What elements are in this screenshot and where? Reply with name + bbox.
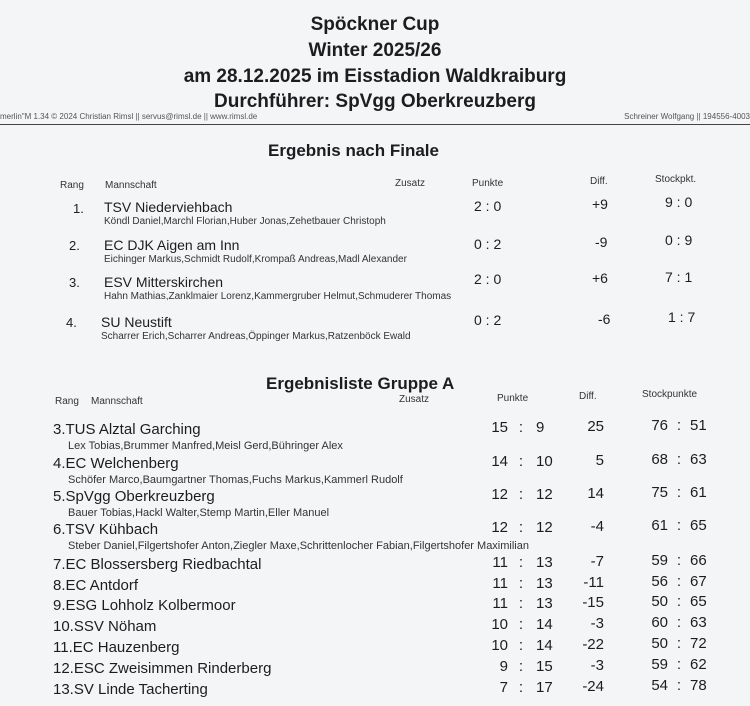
stock-separator: : [676,593,682,610]
difference: 5 [595,452,604,469]
stock-separator: : [676,451,682,468]
team-name: 9.ESG Lohholz Kolbermoor [53,597,236,614]
header-divider [0,124,750,125]
team-name: 12.ESC Zweisimmen Rinderberg [53,660,272,677]
points-for: 7 [499,679,508,696]
team-name: 8.EC Antdorf [53,577,139,594]
difference: -24 [582,678,604,695]
final-col-mannschaft: Mannschaft [105,180,157,191]
team-players: Köndl Daniel,Marchl Florian,Huber Jonas,Zehetbauer Christoph [104,216,386,227]
stock-for: 50 [651,593,668,610]
points-separator: : [518,519,524,536]
difference: -3 [590,615,604,632]
stock-against: 67 [690,573,707,590]
difference: +6 [592,270,608,286]
points-separator: : [518,486,524,503]
stock-separator: : [676,517,682,534]
team-name: 13.SV Linde Tacherting [53,681,208,698]
points: 2 : 0 [474,198,502,214]
team-name: ESV Mitterskirchen [104,274,224,290]
stock-against: 61 [690,484,707,501]
stock-against: 63 [690,614,707,631]
stock-separator: : [676,552,682,569]
team-name: 6.TSV Kühbach [53,521,159,538]
points: 2 : 0 [474,271,502,287]
points-for: 12 [491,519,508,536]
points-separator: : [518,679,524,696]
rank: 2. [69,238,80,253]
group-col-diff: Diff. [579,391,597,402]
stock-against: 51 [690,417,707,434]
rank: 3. [69,275,80,290]
stock-points: 9 : 0 [665,194,693,210]
stock-separator: : [676,417,682,434]
points-separator: : [518,453,524,470]
team-name: 10.SSV Nöham [53,618,157,635]
points-for: 11 [492,575,508,592]
team-players: Eichinger Markus,Schmidt Rudolf,Krompaß Andreas,Madl Alexander [104,254,407,265]
stock-for: 50 [651,635,668,652]
stock-against: 63 [690,451,707,468]
points-for: 11 [492,595,508,612]
event-organizer: Durchführer: SpVgg Oberkreuzberg [214,91,536,112]
points-separator: : [518,658,524,675]
team-players: Steber Daniel,Filgertshofer Anton,Ziegler Maxe,Schrittenlocher Fabian,Filgertshofer Maximilian [68,540,529,552]
group-col-zusatz: Zusatz [399,394,430,405]
points: 0 : 2 [474,236,502,252]
final-col-rang: Rang [60,180,84,191]
stock-against: 66 [690,552,707,569]
event-title: Spöckner Cup [310,14,440,35]
points-for: 14 [491,453,508,470]
stock-points: 7 : 1 [665,269,693,285]
stock-for: 68 [651,451,668,468]
points-against: 13 [536,595,553,612]
stock-against: 72 [690,635,707,652]
points-against: 12 [536,519,553,536]
difference: -6 [598,311,611,327]
points-for: 9 [499,658,508,675]
stock-for: 59 [651,656,668,673]
points-separator: : [518,575,524,592]
difference: -11 [583,574,604,591]
points-for: 11 [492,554,508,571]
team-name: TSV Niederviehbach [104,199,233,215]
points-for: 15 [491,419,508,436]
stock-against: 62 [690,656,707,673]
event-date-venue: am 28.12.2025 im Eisstadion Waldkraiburg [183,66,567,87]
points-separator: : [518,419,524,436]
points-separator: : [518,616,524,633]
stock-separator: : [676,635,682,652]
stock-separator: : [676,614,682,631]
stock-for: 54 [651,677,668,694]
team-name: 7.EC Blossersberg Riedbachtal [53,556,262,573]
stock-separator: : [676,484,682,501]
team-players: Bauer Tobias,Hackl Walter,Stemp Martin,Eller Manuel [68,507,330,519]
final-col-zusatz: Zusatz [395,178,426,189]
stock-against: 65 [690,593,707,610]
final-title: Ergebnis nach Finale [268,141,439,160]
team-players: Lex Tobias,Brummer Manfred,Meisl Gerd,Bühringer Alex [68,440,343,452]
team-name: SU Neustift [101,314,172,330]
points-against: 17 [536,679,553,696]
points-against: 10 [536,453,553,470]
points-against: 13 [536,554,553,571]
stock-against: 65 [690,517,707,534]
points-against: 9 [536,419,545,436]
final-col-diff: Diff. [590,176,608,187]
points-for: 12 [491,486,508,503]
software-credit: merlin"M 1.34 © 2024 Christian Rimsl || servus@rimsl.de || www.rimsl.de [0,112,258,121]
stock-for: 59 [651,552,668,569]
stock-against: 78 [690,677,707,694]
group-title: Ergebnisliste Gruppe A [266,374,455,393]
team-name: 11.EC Hauzenberg [53,639,180,656]
difference: -22 [582,636,604,653]
stock-for: 61 [651,517,668,534]
points-against: 13 [536,575,553,592]
difference: -4 [590,518,604,535]
stock-separator: : [676,656,682,673]
difference: +9 [592,196,608,212]
difference: -15 [582,594,604,611]
final-col-punkte: Punkte [472,178,504,189]
difference: -9 [595,234,608,250]
stock-points: 0 : 9 [665,232,693,248]
team-name: EC DJK Aigen am Inn [104,237,240,253]
stock-points: 1 : 7 [668,309,696,325]
points-against: 12 [536,486,553,503]
difference: -3 [590,657,604,674]
difference: 14 [587,485,604,502]
points-separator: : [518,554,524,571]
team-name: 4.EC Welchenberg [53,455,179,472]
difference: 25 [587,418,604,435]
difference: -7 [590,553,604,570]
points-separator: : [518,637,524,654]
team-name: 5.SpVgg Oberkreuzberg [53,488,215,505]
group-col-stockpunkte: Stockpunkte [642,389,698,400]
stock-for: 60 [651,614,668,631]
team-players: Scharrer Erich,Scharrer Andreas,Öppinger Markus,Ratzenböck Ewald [101,331,411,342]
stock-separator: : [676,573,682,590]
stock-separator: : [676,677,682,694]
team-players: Hahn Mathias,Zanklmaier Lorenz,Kammergruber Helmut,Schmuderer Thomas [104,291,452,302]
stock-for: 75 [651,484,668,501]
points-against: 14 [536,637,553,654]
points-for: 10 [491,637,508,654]
final-col-stockpunkte: Stockpkt. [655,174,697,185]
rank: 1. [73,201,84,216]
rank: 4. [66,315,77,330]
stock-for: 56 [651,573,668,590]
points-against: 15 [536,658,553,675]
stock-for: 76 [651,417,668,434]
team-name: 3.TUS Alztal Garching [53,421,201,438]
points-separator: : [518,595,524,612]
points-against: 14 [536,616,553,633]
points-for: 10 [491,616,508,633]
points: 0 : 2 [474,312,502,328]
team-players: Schöfer Marco,Baumgartner Thomas,Fuchs Markus,Kammerl Rudolf [68,474,403,486]
event-season: Winter 2025/26 [308,40,442,61]
group-col-rang: Rang [55,396,79,407]
group-col-punkte: Punkte [497,393,529,404]
referee-info: Schreiner Wolfgang || 194556-4003 [624,112,750,121]
group-col-mannschaft: Mannschaft [91,396,143,407]
